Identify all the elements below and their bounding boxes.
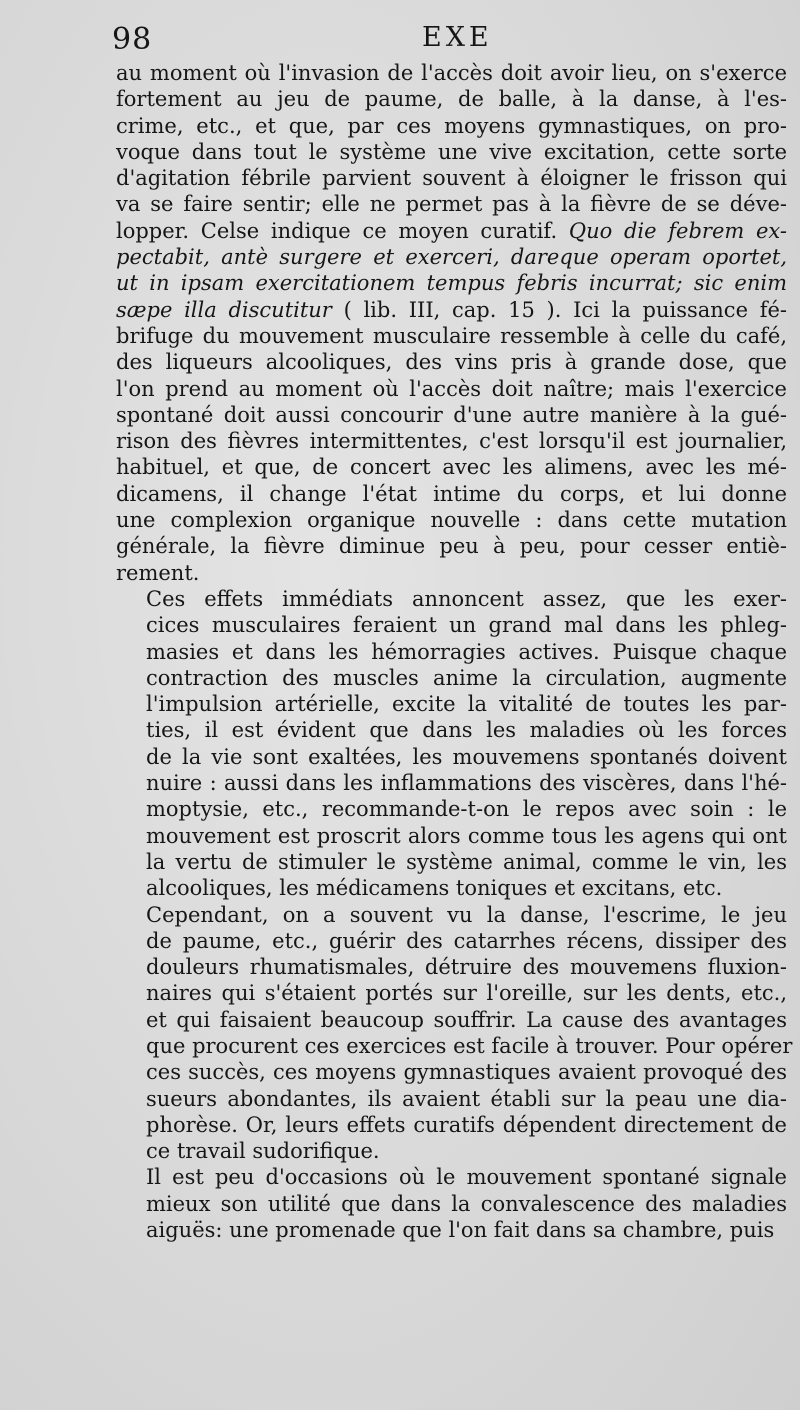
paragraph [116,60,787,586]
text-line: l'on prend au moment où l'accès doit naître; mais l'exercice [116,376,787,401]
text-line: d'agitation fébrile parvient souvent à éloigner le frisson qui [116,166,787,191]
text-line: nuire : aussi dans les inflammations des viscères, dans l'hé- [146,771,787,796]
text-line: cices musculaires feraient un grand mal dans les phleg- [146,613,787,638]
running-head [112,22,792,56]
text-line: et qui faisaient beaucoup souffrir. La cause des avantages [146,1007,787,1032]
text-line: aiguës: une promenade que l'on fait dans sa chambre, puis [146,1218,775,1243]
running-head-title: EXE [422,22,493,53]
text-line: des liqueurs alcooliques, des vins pris à grande dose, que [116,350,787,375]
text-line: masies et dans les hémorragies actives. Puisque chaque [146,639,787,664]
text-line: pectabit, antè surgere et exerceri, dareque operam oportet, [116,245,787,270]
text-line: que procurent ces exercices est facile à trouver. Pour opérer [146,1033,793,1058]
paragraph [116,586,787,902]
text-line: Cependant, on a souvent vu la danse, l'escrime, le jeu [146,902,787,927]
text-line: rement. [116,560,200,585]
text-line: contraction des muscles anime la circulation, augmente [146,665,787,690]
text-line: alcooliques, les médicamens toniques et excitans, etc. [146,876,723,901]
text-line: au moment où l'invasion de l'accès doit avoir lieu, on s'exerce [116,61,787,85]
text-line: fortement au jeu de paume, de balle, à la danse, à l'es- [116,87,787,112]
text-line: naires qui s'étaient portés sur l'oreille, sur les dents, etc., [146,981,787,1006]
text-line: douleurs rhumatismales, détruire des mouvemens fluxion- [146,955,787,980]
text-line: une complexion organique nouvelle : dans cette mutation [116,508,787,533]
text-line: ce travail sudorifique. [146,1139,380,1164]
text-line: l'impulsion artérielle, excite la vitalité de toutes les par- [146,692,787,717]
text-line: crime, etc., et que, par ces moyens gymnastiques, on pro- [116,113,787,138]
text-line: spontané doit aussi concourir d'une autre manière à la gué- [116,402,787,427]
text-line: dicamens, il change l'état intime du corps, et lui donne [116,481,787,506]
text-line: ties, il est évident que dans les maladies où les forces [146,718,787,743]
page-number: 98 [112,22,153,57]
text-line: ut in ipsam exercitationem tempus febris incurrat; sic enim [116,271,787,296]
text-line: moptysie, etc., recommande-t-on le repos avec soin : le [146,797,787,822]
text-line: va se faire sentir; elle ne permet pas à la fièvre de se déve- [116,192,787,217]
text-line: générale, la fièvre diminue peu à peu, pour cesser entiè- [116,534,787,559]
text-line: brifuge du mouvement musculaire ressemble à celle du café, [116,323,787,348]
text-line: de paume, etc., guérir des catarrhes récens, dissiper des [146,928,787,953]
text-line: Il est peu d'occasions où le mouvement spontané signale [146,1165,787,1190]
text-line: ces succès, ces moyens gymnastiques avaient provoqué des [146,1060,787,1085]
text-line: rison des fièvres intermittentes, c'est lorsqu'il est journalier, [116,429,787,454]
text-line: voque dans tout le système une vive excitation, cette sorte [116,139,787,164]
text-line: de la vie sont exaltées, les mouvemens spontanés doivent [146,744,787,769]
text-line: mouvement est proscrit alors comme tous les agens qui ont [146,823,787,848]
body-text [116,60,793,1243]
text-line: mieux son utilité que dans la convalescence des maladies [146,1191,787,1216]
paragraph [116,1164,787,1243]
text-line: lopper. Celse indique ce moyen curatif. Quo die febrem ex- [116,218,787,243]
text-line: habituel, et que, de concert avec les alimens, avec les mé- [116,455,787,480]
text-line: la vertu de stimuler le système animal, comme le vin, les [146,849,787,874]
text-line: Ces effets immédiats annoncent assez, que les exer- [146,586,787,611]
paragraph [116,902,793,1165]
text-line: sueurs abondantes, ils avaient établi sur la peau une dia- [146,1086,787,1111]
text-line: sæpe illa discutitur ( lib. III, cap. 15 ). Ici la puissance fé- [116,297,787,322]
text-line: phorèse. Or, leurs effets curatifs dépendent directement de [146,1112,787,1137]
